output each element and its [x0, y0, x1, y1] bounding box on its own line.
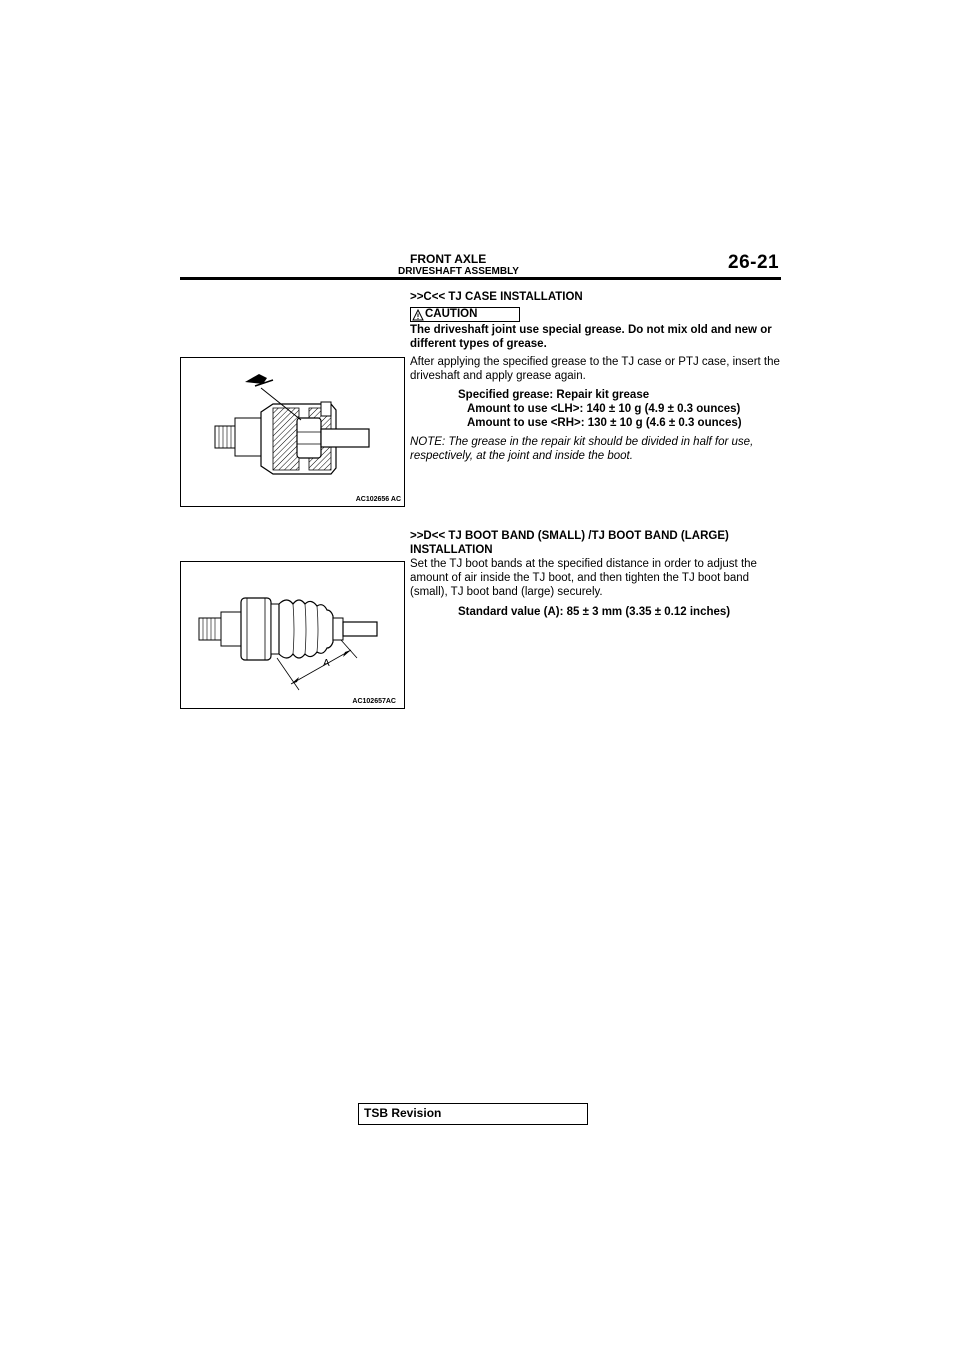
figure-tj-case [180, 357, 405, 507]
dimension-label-a: A [323, 658, 330, 669]
section-subtitle: DRIVESHAFT ASSEMBLY [398, 266, 519, 277]
page-number: 26-21 [728, 252, 780, 273]
spec-amount-rh: Amount to use <RH>: 130 ± 10 g (4.6 ± 0.3 ounces) [467, 417, 742, 429]
standard-value: Standard value (A): 85 ± 3 mm (3.35 ± 0.12 inches) [458, 606, 731, 618]
tsb-revision-label: TSB Revision [364, 1106, 442, 1120]
caution-label: CAUTION [425, 308, 478, 320]
body-text-boot-band: Set the TJ boot bands at the specified distance in order to adjust the amount of air inside the TJ boot, and then tighten the TJ boot band (small), TJ boot band (large) securely. [410, 558, 757, 598]
spec-amount-lh: Amount to use <LH>: 140 ± 10 g (4.9 ± 0.3 ounces) [467, 403, 741, 415]
tj-case-illustration [181, 358, 406, 508]
section-heading-boot-band: >>D<< TJ BOOT BAND (SMALL) /TJ BOOT BAND (LARGE) INSTALLATION [410, 530, 729, 556]
note-text: NOTE: The grease in the repair kit should be divided in half for use, respectively, at the joint and inside the boot. [410, 436, 754, 462]
figure-code: AC102657AC [352, 698, 396, 705]
boot-band-illustration [181, 562, 406, 710]
section-heading-tj-case: >>C<< TJ CASE INSTALLATION [410, 291, 583, 303]
body-text-tj-case: After applying the specified grease to the TJ case or PTJ case, insert the driveshaft and apply grease again. [410, 356, 780, 382]
header-rule [180, 277, 781, 280]
caution-text: The driveshaft joint use special grease. Do not mix old and new or different types of grease. [410, 324, 772, 350]
spec-grease-label: Specified grease: Repair kit grease [458, 389, 650, 401]
warning-triangle-icon [412, 309, 424, 321]
figure-boot-band [180, 561, 405, 709]
figure-code: AC102656 AC [355, 496, 401, 503]
section-title: FRONT AXLE [410, 252, 487, 266]
